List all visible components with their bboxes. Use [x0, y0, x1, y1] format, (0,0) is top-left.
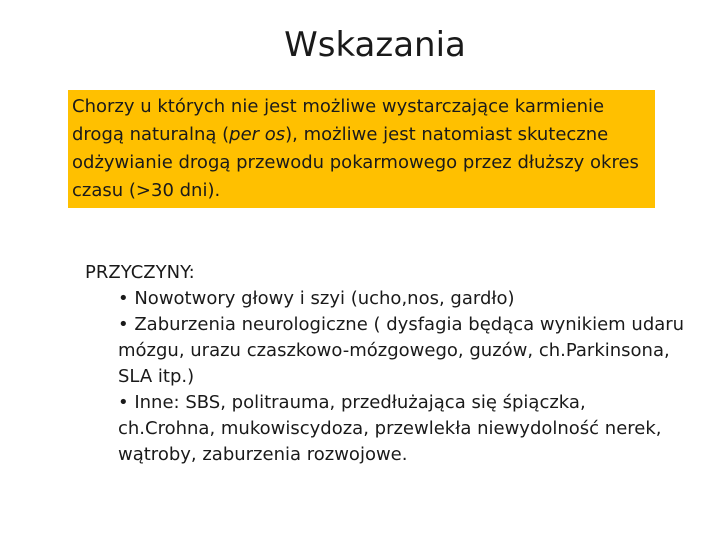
definition-box	[68, 90, 655, 208]
cause-item-neurological: • Zaburzenia neurologiczne ( dysfagia będąca wynikiem udaru mózgu, urazu czaszkowo-mózgowego, guzów, ch.Parkinsona, SLA itp.)	[118, 314, 685, 387]
causes-heading: PRZYCZYNY:	[85, 262, 195, 283]
definition-text-end: ), możliwe jest natomiast skuteczne odżywianie drogą przewodu pokarmowego przez dłuższy okres czasu (>30 dni).	[72, 124, 639, 201]
causes-section	[85, 260, 685, 468]
definition-latin-term: per os	[229, 124, 286, 145]
cause-item-tumors: • Nowotwory głowy i szyi (ucho,nos, gardło)	[118, 288, 515, 309]
cause-item-other: • Inne: SBS, politrauma, przedłużająca się śpiączka, ch.Crohna, mukowiscydoza, przewlekła niewydolność nerek, wątroby, zaburzenia rozwojowe.	[118, 392, 662, 465]
definition-text-start: Chorzy u których nie jest możliwe wystarczające karmienie drogą naturalną (	[72, 96, 605, 145]
slide-title: Wskazania	[284, 25, 466, 65]
